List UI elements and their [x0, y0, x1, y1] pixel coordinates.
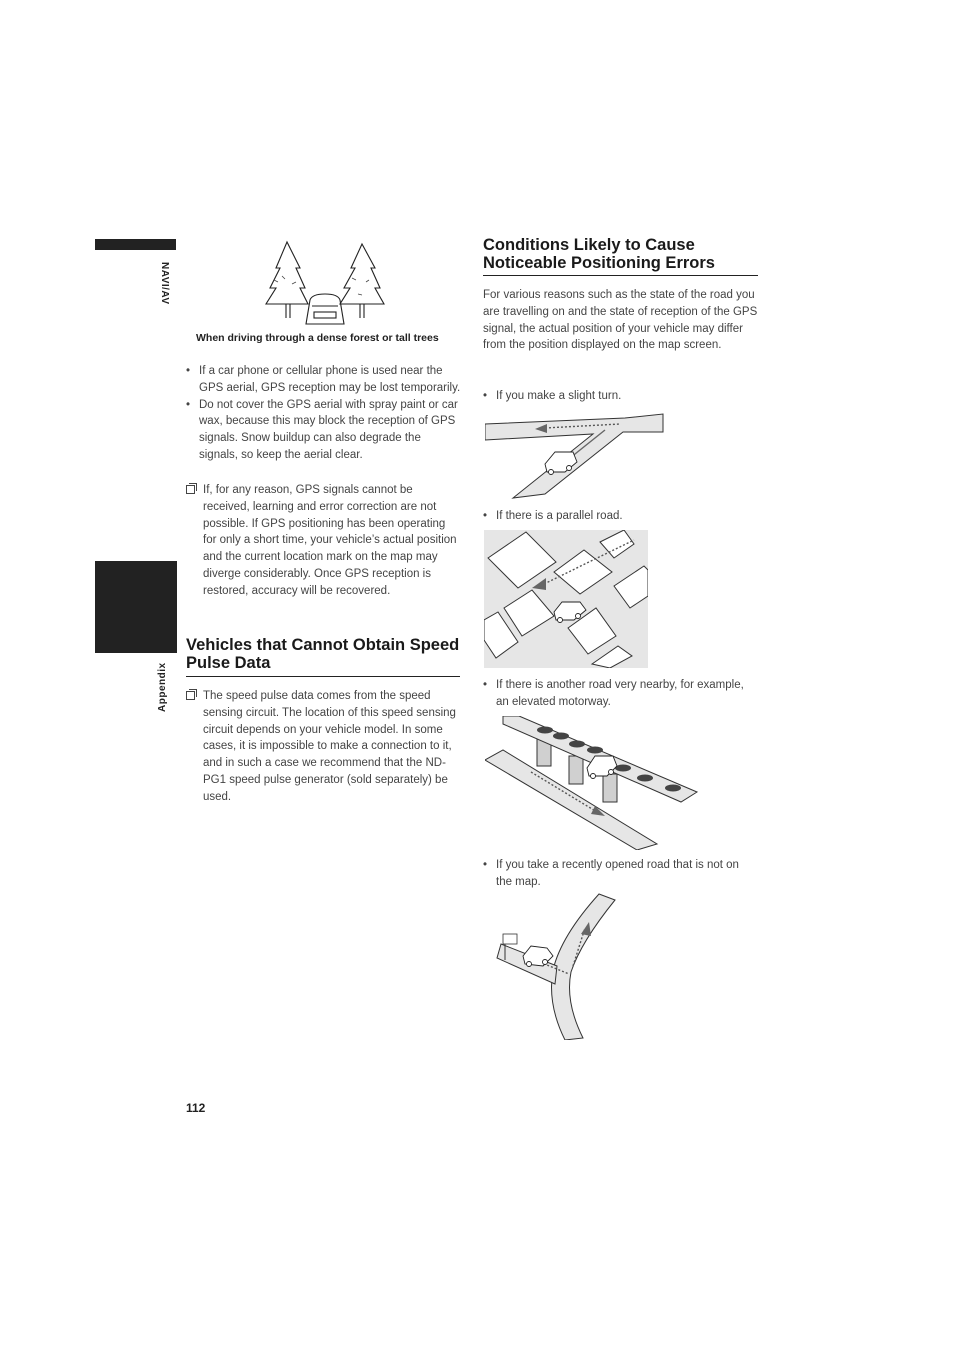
heading-rule — [186, 676, 460, 677]
parallel-road-illustration — [484, 530, 648, 668]
list-item: • If a car phone or cellular phone is used near the GPS aerial, GPS reception may be lost temporarily. — [186, 365, 461, 394]
chapter-tab-block — [95, 561, 177, 653]
list-item: • If there is another road very nearby, for example, an elevated motorway. — [483, 679, 744, 708]
speed-pulse-note: The speed pulse data comes from the speed sensing circuit. The location of this speed sensing circuit depends on your vehicle model. In some cases, it is impossible to make a connection to it, and in such a case we recommend that the ND-PG1 speed pulse generator (sold separately) be used. — [186, 688, 460, 806]
section-heading-speed-pulse: Vehicles that Cannot Obtain Speed Pulse Data — [186, 636, 460, 672]
page-number: 112 — [186, 1101, 206, 1115]
gps-bullet-list — [186, 363, 462, 464]
section-heading-positioning-errors: Conditions Likely to Cause Noticeable Positioning Errors — [483, 236, 715, 272]
new-road-illustration — [485, 892, 620, 1040]
section-tab-bar — [95, 239, 176, 250]
figure-caption: When driving through a dense forest or tall trees — [196, 332, 439, 344]
list-item: • If you make a slight turn. — [483, 390, 622, 402]
section-tab-label: NAVI/AV — [159, 262, 170, 305]
note-checkbox-icon — [186, 691, 195, 700]
forest-illustration — [262, 240, 388, 328]
list-item: • If there is a parallel road. — [483, 510, 623, 522]
chapter-tab-label: Appendix — [157, 662, 168, 712]
heading-rule — [483, 275, 758, 276]
gps-note: If, for any reason, GPS signals cannot be received, learning and error correction are not possible. If GPS positioning has been operating for only a short time, your vehicle’s actual position and the current location mark on the map may diverge considerably. Once GPS reception is restored, accuracy will be recovered. — [186, 482, 460, 600]
note-checkbox-icon — [186, 485, 195, 494]
list-item: • If you take a recently opened road that is not on the map. — [483, 859, 739, 888]
slight-turn-illustration — [485, 410, 670, 502]
intro-paragraph: For various reasons such as the state of the road you are travelling on and the state of reception of the GPS signal, the actual position of your vehicle may differ from the position displayed on the map screen. — [483, 289, 758, 352]
list-item: • Do not cover the GPS aerial with spray paint or car wax, because this may block the reception of GPS signals. Snow buildup can also degrade the signals, so keep the aerial clear. — [186, 398, 458, 461]
elevated-motorway-illustration — [485, 716, 700, 850]
